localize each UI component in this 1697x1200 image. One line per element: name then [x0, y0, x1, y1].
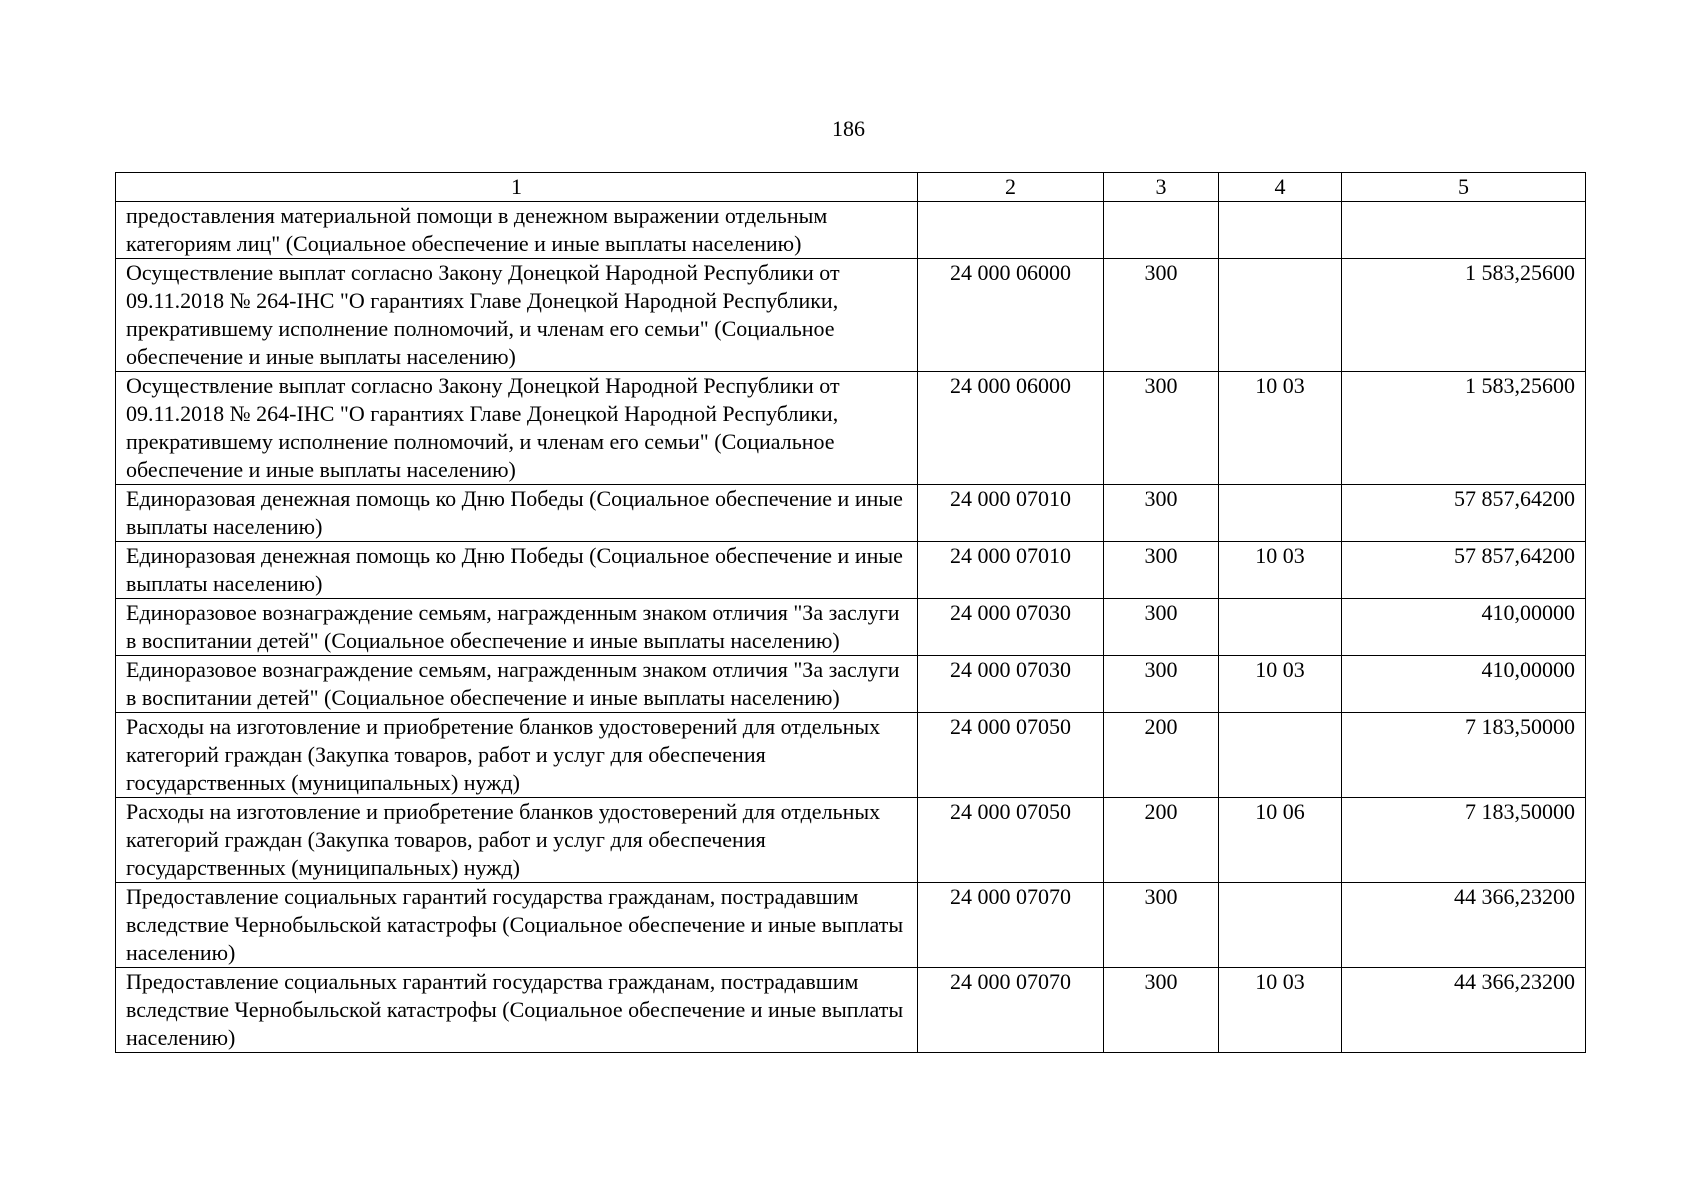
row-section: [1219, 485, 1342, 542]
row-description: Единоразовое вознаграждение семьям, награжденным знаком отличия "За заслуги в воспитании детей" (Социальное обеспечение и иные выплаты населению): [116, 599, 918, 656]
table-row: [116, 713, 1586, 798]
table-row: [116, 542, 1586, 599]
row-expense-type: 200: [1104, 798, 1219, 883]
row-amount: 44 366,23200: [1342, 883, 1586, 968]
row-target-code: 24 000 07050: [918, 713, 1104, 798]
row-expense-type: 300: [1104, 968, 1219, 1053]
row-target-code: 24 000 07070: [918, 968, 1104, 1053]
row-description: Осуществление выплат согласно Закону Донецкой Народной Республики от 09.11.2018 № 264-IНС "О гарантиях Главе Донецкой Народной Республики, прекратившему исполнение полномочий, и членам его семьи" (Социальное обеспечение и иные выплаты населению): [116, 372, 918, 485]
row-amount: 1 583,25600: [1342, 372, 1586, 485]
row-expense-type: 300: [1104, 883, 1219, 968]
table-row: [116, 968, 1586, 1053]
row-amount: 7 183,50000: [1342, 713, 1586, 798]
table-row: [116, 372, 1586, 485]
row-description: Единоразовое вознаграждение семьям, награжденным знаком отличия "За заслуги в воспитании детей" (Социальное обеспечение и иные выплаты населению): [116, 656, 918, 713]
row-expense-type: 300: [1104, 372, 1219, 485]
row-amount: 44 366,23200: [1342, 968, 1586, 1053]
row-description: предоставления материальной помощи в денежном выражении отдельным категориям лиц" (Социальное обеспечение и иные выплаты населению): [116, 202, 918, 259]
table-row: [116, 485, 1586, 542]
row-section: 10 03: [1219, 968, 1342, 1053]
column-header-3: 3: [1104, 173, 1219, 202]
table-row: [116, 202, 1586, 259]
row-amount: 1 583,25600: [1342, 259, 1586, 372]
row-expense-type: 300: [1104, 542, 1219, 599]
row-target-code: 24 000 07030: [918, 599, 1104, 656]
row-target-code: 24 000 07010: [918, 485, 1104, 542]
column-header-2: 2: [918, 173, 1104, 202]
row-description: Предоставление социальных гарантий государства гражданам, пострадавшим вследствие Чернобыльской катастрофы (Социальное обеспечение и иные выплаты населению): [116, 883, 918, 968]
table-row: [116, 883, 1586, 968]
row-amount: 410,00000: [1342, 656, 1586, 713]
table-row: [116, 656, 1586, 713]
row-expense-type: 200: [1104, 713, 1219, 798]
row-target-code: 24 000 07030: [918, 656, 1104, 713]
row-target-code: [918, 202, 1104, 259]
row-section: [1219, 883, 1342, 968]
row-amount: 57 857,64200: [1342, 542, 1586, 599]
row-expense-type: 300: [1104, 656, 1219, 713]
row-target-code: 24 000 07050: [918, 798, 1104, 883]
row-target-code: 24 000 06000: [918, 259, 1104, 372]
row-amount: 57 857,64200: [1342, 485, 1586, 542]
row-amount: [1342, 202, 1586, 259]
row-expense-type: 300: [1104, 485, 1219, 542]
row-description: Предоставление социальных гарантий государства гражданам, пострадавшим вследствие Чернобыльской катастрофы (Социальное обеспечение и иные выплаты населению): [116, 968, 918, 1053]
row-target-code: 24 000 07070: [918, 883, 1104, 968]
column-header-1: 1: [116, 173, 918, 202]
row-description: Осуществление выплат согласно Закону Донецкой Народной Республики от 09.11.2018 № 264-IНС "О гарантиях Главе Донецкой Народной Республики, прекратившему исполнение полномочий, и членам его семьи" (Социальное обеспечение и иные выплаты населению): [116, 259, 918, 372]
row-section: [1219, 259, 1342, 372]
row-section: [1219, 713, 1342, 798]
row-description: Единоразовая денежная помощь ко Дню Победы (Социальное обеспечение и иные выплаты населению): [116, 485, 918, 542]
table-row: [116, 798, 1586, 883]
row-description: Единоразовая денежная помощь ко Дню Победы (Социальное обеспечение и иные выплаты населению): [116, 542, 918, 599]
row-expense-type: 300: [1104, 599, 1219, 656]
row-section: [1219, 599, 1342, 656]
row-expense-type: 300: [1104, 259, 1219, 372]
page-number: 186: [832, 116, 865, 141]
row-description: Расходы на изготовление и приобретение бланков удостоверений для отдельных категорий граждан (Закупка товаров, работ и услуг для обеспечения государственных (муниципальных) нужд): [116, 798, 918, 883]
row-amount: 410,00000: [1342, 599, 1586, 656]
row-section: 10 06: [1219, 798, 1342, 883]
row-target-code: 24 000 07010: [918, 542, 1104, 599]
row-expense-type: [1104, 202, 1219, 259]
row-section: 10 03: [1219, 656, 1342, 713]
row-description: Расходы на изготовление и приобретение бланков удостоверений для отдельных категорий граждан (Закупка товаров, работ и услуг для обеспечения государственных (муниципальных) нужд): [116, 713, 918, 798]
table-header-row: [116, 173, 1586, 202]
table-row: [116, 599, 1586, 656]
row-section: 10 03: [1219, 542, 1342, 599]
row-amount: 7 183,50000: [1342, 798, 1586, 883]
column-header-5: 5: [1342, 173, 1586, 202]
row-section: [1219, 202, 1342, 259]
table-row: [116, 259, 1586, 372]
column-header-4: 4: [1219, 173, 1342, 202]
budget-table: [115, 172, 1586, 1053]
row-section: 10 03: [1219, 372, 1342, 485]
row-target-code: 24 000 06000: [918, 372, 1104, 485]
